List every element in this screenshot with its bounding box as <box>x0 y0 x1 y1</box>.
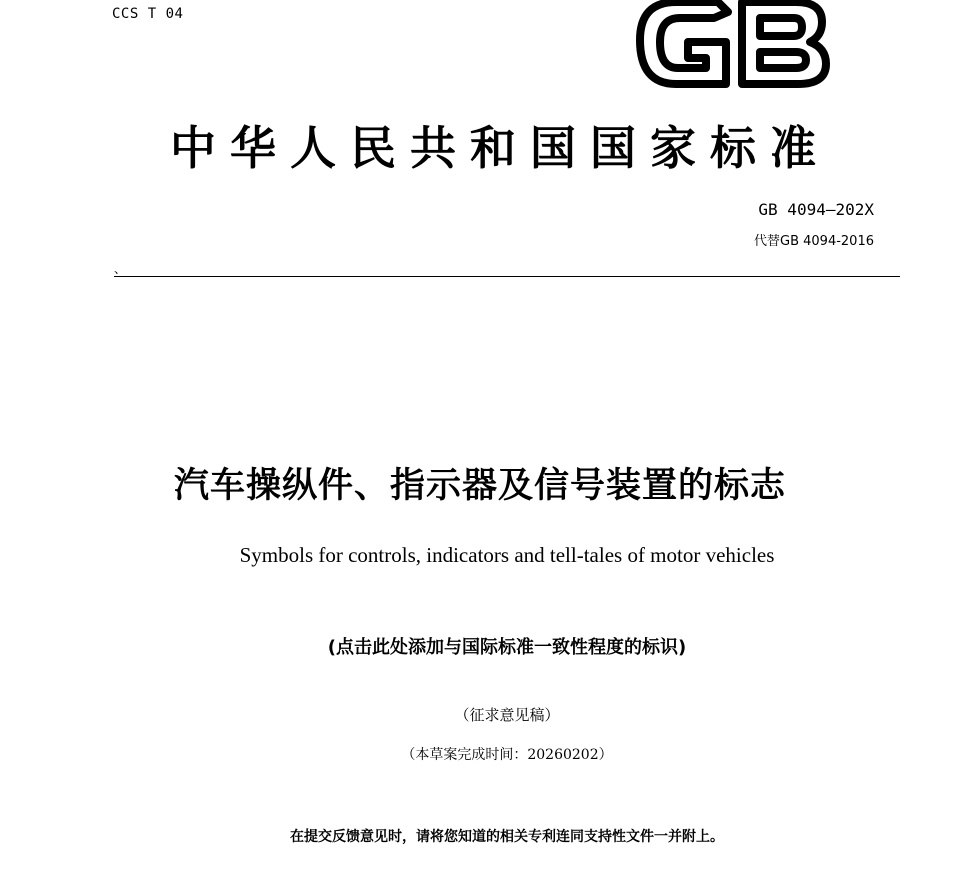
standard-number: GB 4094—202X <box>758 200 874 219</box>
gb-logo-icon <box>636 0 831 88</box>
document-title-chinese: 汽车操纵件、指示器及信号装置的标志 <box>173 466 786 506</box>
consistency-placeholder[interactable]: (点击此处添加与国际标准一致性程度的标识) <box>327 637 687 658</box>
patent-notice: 在提交反馈意见时，请将您知道的相关专利连同支持性文件一并附上。 <box>290 829 724 845</box>
separator-mark: 、 <box>114 262 127 276</box>
header-divider <box>114 276 900 277</box>
national-standard-title: 中华人民共和国国家标准 <box>170 121 830 175</box>
ccs-code: CCS T 04 <box>112 6 184 22</box>
completion-time: （本草案完成时间：20260202） <box>401 747 613 763</box>
replaced-standard: 代替GB 4094-2016 <box>754 234 874 249</box>
document-title-english: Symbols for controls, indicators and tell-tales of motor vehicles <box>239 543 775 567</box>
draft-status: （征求意见稿） <box>454 706 560 724</box>
